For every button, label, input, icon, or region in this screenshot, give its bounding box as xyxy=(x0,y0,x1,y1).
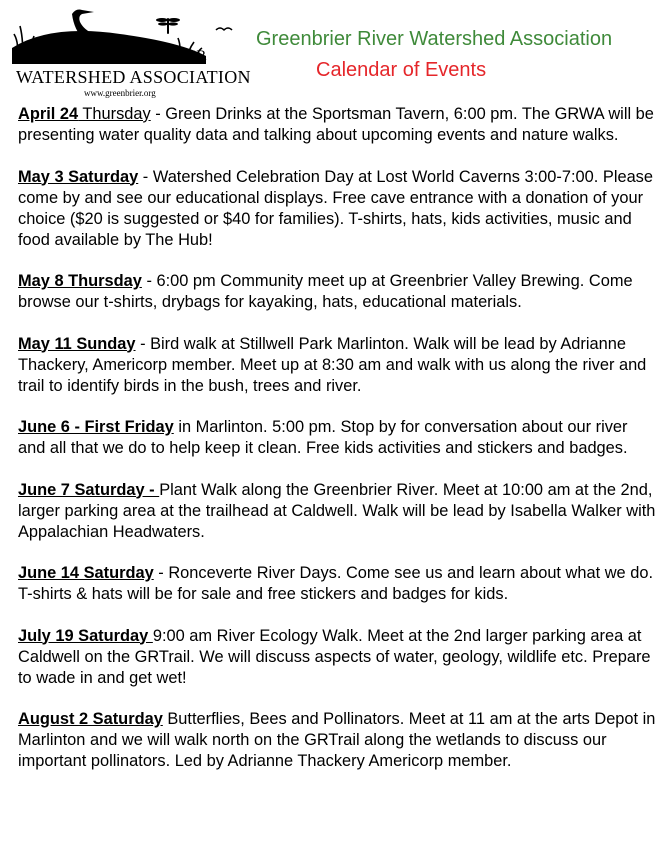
event-date: April 24 xyxy=(18,105,79,123)
event-date: May 8 Thursday xyxy=(18,272,142,290)
event-description: Watershed Celebration Day at Lost World Caverns 3:00-7:00. Please come by and see our educational displays. Free cave entrance with a donation of your choice ($20 is suggested or $40 for families). T-shirts, hats, kids activities, music and food available by The Hub! xyxy=(18,167,653,249)
event-may-11 xyxy=(18,334,658,397)
event-description: Plant Walk along the Greenbrier River. Meet at 10:00 am at the 2nd, larger parking area at the trailhead at Caldwell. Walk will be lead by Isabella Walker with Appalachian Headwaters. xyxy=(18,480,656,541)
event-august-2 xyxy=(18,709,658,772)
event-date: June 7 Saturday - xyxy=(18,480,160,499)
event-date: May 3 Saturday xyxy=(18,167,139,186)
event-description: 9:00 am River Ecology Walk. Meet at the 2nd larger parking area at Caldwell on the GRTrail. We will discuss aspects of water, geology, wildlife etc. Prepare to wade in and get wet! xyxy=(18,626,651,687)
event-may-8 xyxy=(18,271,658,313)
event-date: June 6 - First Friday xyxy=(18,418,174,436)
event-separator: - xyxy=(138,167,153,186)
event-april-24 xyxy=(18,104,658,146)
event-separator: - xyxy=(153,564,169,582)
event-may-3 xyxy=(18,167,658,251)
event-description: Butterflies, Bees and Pollinators. Meet at 11 am at the arts Depot in Marlinton and we will walk north on the GRTrail along the wetlands to discuss our important pollinators. Led by Adrianne Thackery Americorp member. xyxy=(18,710,656,770)
event-description: Bird walk at Stillwell Park Marlinton. Walk will be lead by Adrianne Thackery, Americorp member. Meet up at 8:30 am and walk with us along the river and trail to identify birds in the bush, trees and river. xyxy=(18,334,647,395)
event-description: in Marlinton. 5:00 pm. Stop by for conversation about our river and all that we do to help keep it clean. Free kids activities and stickers and badges. xyxy=(18,418,628,457)
event-july-19 xyxy=(18,626,658,689)
event-day: Thursday xyxy=(78,105,151,123)
event-june-14 xyxy=(18,563,658,605)
calendar-title: Calendar of Events xyxy=(316,59,487,81)
event-date: June 14 Saturday xyxy=(18,564,154,582)
event-description: Green Drinks at the Sportsman Tavern, 6:00 pm. The GRWA will be presenting water quality data and talking about upcoming events and nature walks. xyxy=(18,105,654,144)
event-separator: - xyxy=(141,272,157,290)
event-list xyxy=(18,104,658,793)
organization-title: Greenbrier River Watershed Association xyxy=(256,28,613,50)
event-june-6 xyxy=(18,417,658,459)
event-date: May 11 Sunday xyxy=(18,334,136,353)
logo-name-line1: GREENBRIER RIVER xyxy=(56,48,207,64)
event-june-7 xyxy=(18,480,658,543)
logo-name-line2: WATERSHED ASSOCIATION xyxy=(16,67,251,87)
event-date: July 19 Saturday xyxy=(18,626,153,645)
logo-url: www.greenbrier.org xyxy=(84,88,156,98)
logo xyxy=(10,4,255,100)
event-description: 6:00 pm Community meet up at Greenbrier Valley Brewing. Come browse our t-shirts, drybags for kayaking, hats, educational materials. xyxy=(18,272,633,311)
event-separator: - xyxy=(150,105,166,123)
event-date: August 2 Saturday xyxy=(18,710,163,728)
event-description: Ronceverte River Days. Come see us and learn about what we do. T-shirts & hats will be for sale and free stickers and badges for kids. xyxy=(18,564,654,603)
event-separator: - xyxy=(135,334,151,353)
